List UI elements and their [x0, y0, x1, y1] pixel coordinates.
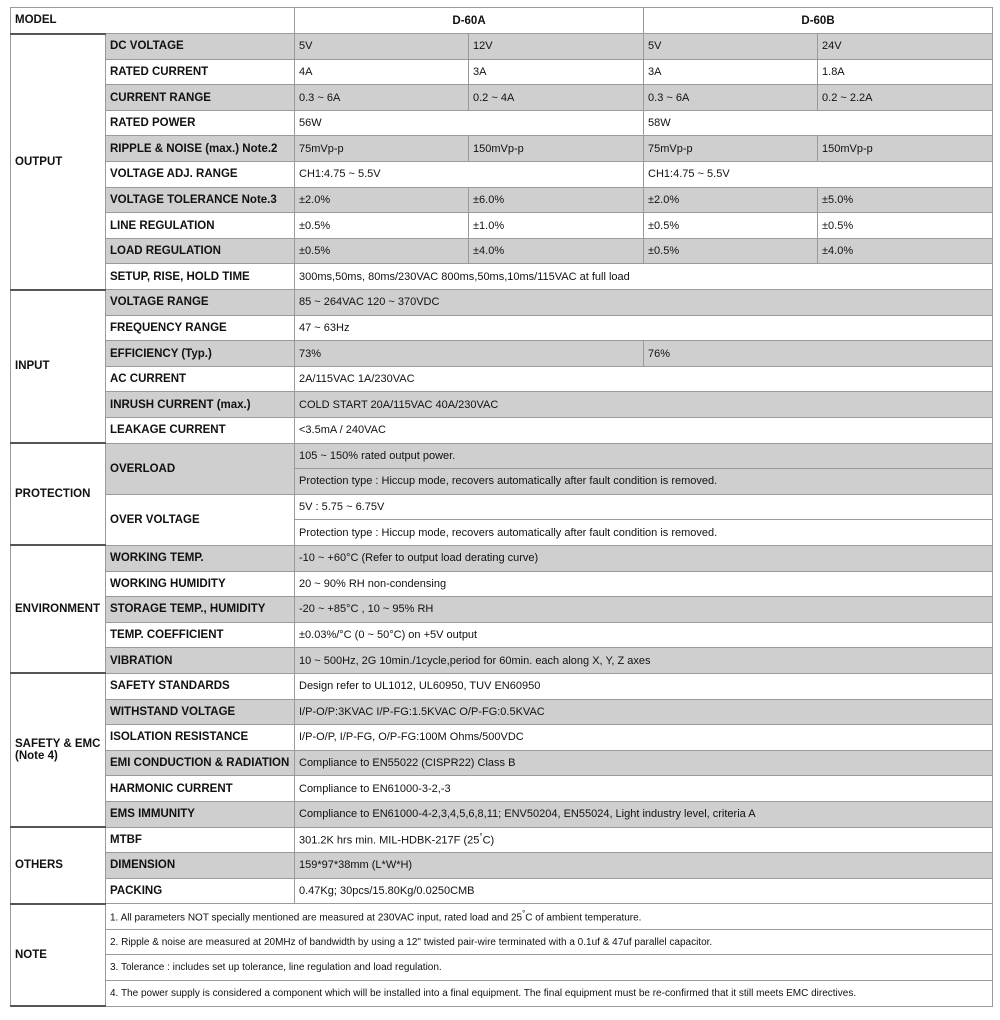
value-cell: Compliance to EN61000-3-2,-3	[295, 776, 993, 802]
value-cell: 56W	[295, 110, 644, 136]
spec-row	[11, 290, 993, 316]
param-label: SETUP, RISE, HOLD TIME	[106, 264, 295, 290]
value-cell: 5V	[295, 34, 469, 60]
value-cell: ±0.5%	[644, 238, 818, 264]
model-d60b: D-60B	[644, 8, 993, 34]
param-label: VOLTAGE ADJ. RANGE	[106, 162, 295, 188]
note-row	[11, 981, 993, 1007]
spec-row	[11, 110, 993, 136]
value-cell: 2A/115VAC 1A/230VAC	[295, 366, 993, 392]
value-cell: 1.8A	[818, 59, 993, 85]
value-cell: ±0.03%/°C (0 ~ 50°C) on +5V output	[295, 622, 993, 648]
spec-row	[11, 776, 993, 802]
param-label: RATED CURRENT	[106, 59, 295, 85]
value-cell: ±1.0%	[469, 213, 644, 239]
spec-row	[11, 801, 993, 827]
category-protection: PROTECTION	[11, 443, 106, 545]
model-d60a: D-60A	[295, 8, 644, 34]
spec-row	[11, 264, 993, 290]
param-label: VOLTAGE TOLERANCE Note.3	[106, 187, 295, 213]
note-row	[11, 955, 993, 981]
value-cell: ±0.5%	[644, 213, 818, 239]
spec-row	[11, 750, 993, 776]
value-cell: 150mVp-p	[818, 136, 993, 162]
spec-row	[11, 136, 993, 162]
spec-row	[11, 597, 993, 623]
value-cell: I/P-O/P:3KVAC I/P-FG:1.5KVAC O/P-FG:0.5KVAC	[295, 699, 993, 725]
param-label: MTBF	[106, 827, 295, 853]
spec-row	[11, 59, 993, 85]
value-cell: ±5.0%	[818, 187, 993, 213]
param-label: HARMONIC CURRENT	[106, 776, 295, 802]
param-label: INRUSH CURRENT (max.)	[106, 392, 295, 418]
param-label: DC VOLTAGE	[106, 34, 295, 60]
param-label: VOLTAGE RANGE	[106, 290, 295, 316]
spec-row	[11, 699, 993, 725]
value-cell: 4A	[295, 59, 469, 85]
spec-row	[11, 392, 993, 418]
value-cell: 0.2 ~ 2.2A	[818, 85, 993, 111]
spec-row	[11, 648, 993, 674]
param-label: STORAGE TEMP., HUMIDITY	[106, 597, 295, 623]
param-label: CURRENT RANGE	[106, 85, 295, 111]
value-cell: 0.3 ~ 6A	[644, 85, 818, 111]
category-note: (Note 4)	[15, 750, 58, 763]
value-cell: 75mVp-p	[644, 136, 818, 162]
value-cell: <3.5mA / 240VAC	[295, 418, 993, 444]
value-cell: Compliance to EN55022 (CISPR22) Class B	[295, 750, 993, 776]
value-cell: 159*97*38mm (L*W*H)	[295, 853, 993, 879]
degree-mark: °	[522, 909, 526, 919]
value-cell: 75mVp-p	[295, 136, 469, 162]
value-cell: 47 ~ 63Hz	[295, 315, 993, 341]
mtbf-text: 301.2K hrs min. MIL-HDBK-217F (25	[299, 835, 480, 848]
param-label: OVER VOLTAGE	[106, 494, 295, 545]
spec-row	[11, 494, 993, 520]
spec-row	[11, 34, 993, 60]
value-cell: 76%	[644, 341, 993, 367]
value-cell: ±4.0%	[469, 238, 644, 264]
spec-row	[11, 315, 993, 341]
spec-row	[11, 418, 993, 444]
param-label: EMS IMMUNITY	[106, 801, 295, 827]
param-label: TEMP. COEFFICIENT	[106, 622, 295, 648]
note-row	[11, 929, 993, 955]
value-cell: ±0.5%	[295, 238, 469, 264]
value-cell: 0.2 ~ 4A	[469, 85, 644, 111]
value-cell: ±2.0%	[295, 187, 469, 213]
category-note: NOTE	[11, 904, 106, 1006]
category-input: INPUT	[11, 290, 106, 444]
value-cell: ±6.0%	[469, 187, 644, 213]
value-cell: Compliance to EN61000-4-2,3,4,5,6,8,11; ENV50204, EN55024, Light industry level, criteria A	[295, 801, 993, 827]
value-cell: Protection type : Hiccup mode, recovers automatically after fault condition is removed.	[295, 469, 993, 495]
param-label: EFFICIENCY (Typ.)	[106, 341, 295, 367]
param-label: WORKING HUMIDITY	[106, 571, 295, 597]
value-cell: I/P-O/P, I/P-FG, O/P-FG:100M Ohms/500VDC	[295, 725, 993, 751]
spec-table	[10, 7, 993, 1007]
spec-row	[11, 341, 993, 367]
param-label: RATED POWER	[106, 110, 295, 136]
param-label: PACKING	[106, 878, 295, 904]
value-cell: 150mVp-p	[469, 136, 644, 162]
spec-row	[11, 571, 993, 597]
value-cell: 24V	[818, 34, 993, 60]
spec-row	[11, 443, 993, 469]
value-cell: CH1:4.75 ~ 5.5V	[295, 162, 644, 188]
spec-row	[11, 853, 993, 879]
spec-row	[11, 545, 993, 571]
value-cell: 10 ~ 500Hz, 2G 10min./1cycle,period for 60min. each along X, Y, Z axes	[295, 648, 993, 674]
note-1-text: 1. All parameters NOT specially mentioned are measured at 230VAC input, rated load and 25	[110, 912, 523, 924]
value-cell: CH1:4.75 ~ 5.5V	[644, 162, 993, 188]
value-cell: 12V	[469, 34, 644, 60]
spec-row	[11, 162, 993, 188]
category-others: OTHERS	[11, 827, 106, 904]
param-label: SAFETY STANDARDS	[106, 673, 295, 699]
value-cell: -20 ~ +85°C , 10 ~ 95% RH	[295, 597, 993, 623]
param-label: OVERLOAD	[106, 443, 295, 494]
param-label: EMI CONDUCTION & RADIATION	[106, 750, 295, 776]
value-cell: 20 ~ 90% RH non-condensing	[295, 571, 993, 597]
value-cell: 73%	[295, 341, 644, 367]
degree-mark: °	[479, 832, 483, 842]
param-label: DIMENSION	[106, 853, 295, 879]
value-cell: 58W	[644, 110, 993, 136]
param-label: LINE REGULATION	[106, 213, 295, 239]
spec-row	[11, 827, 993, 853]
spec-row	[11, 622, 993, 648]
category-environment: ENVIRONMENT	[11, 545, 106, 673]
value-cell: ±2.0%	[644, 187, 818, 213]
param-label: WORKING TEMP.	[106, 545, 295, 571]
spec-row	[11, 85, 993, 111]
header-row	[11, 8, 993, 34]
value-cell: 5V	[644, 34, 818, 60]
value-cell: 300ms,50ms, 80ms/230VAC 800ms,50ms,10ms/115VAC at full load	[295, 264, 993, 290]
value-cell: Design refer to UL1012, UL60950, TUV EN60950	[295, 673, 993, 699]
value-cell: Protection type : Hiccup mode, recovers automatically after fault condition is removed.	[295, 520, 993, 546]
value-cell: -10 ~ +60°C (Refer to output load derating curve)	[295, 545, 993, 571]
param-label: LOAD REGULATION	[106, 238, 295, 264]
mtbf-text-end: C)	[482, 835, 495, 848]
spec-row	[11, 366, 993, 392]
value-cell: 3A	[469, 59, 644, 85]
param-label: ISOLATION RESISTANCE	[106, 725, 295, 751]
value-cell: ±0.5%	[818, 213, 993, 239]
param-label: FREQUENCY RANGE	[106, 315, 295, 341]
value-cell: 5V : 5.75 ~ 6.75V	[295, 494, 993, 520]
spec-row	[11, 187, 993, 213]
value-cell: COLD START 20A/115VAC 40A/230VAC	[295, 392, 993, 418]
note-3: 3. Tolerance : includes set up tolerance, line regulation and load regulation.	[106, 955, 993, 981]
param-label: LEAKAGE CURRENT	[106, 418, 295, 444]
category-label: SAFETY & EMC	[15, 738, 101, 751]
spec-row	[11, 213, 993, 239]
value-cell: ±0.5%	[295, 213, 469, 239]
spec-row	[11, 725, 993, 751]
value-cell: 0.3 ~ 6A	[295, 85, 469, 111]
param-label: AC CURRENT	[106, 366, 295, 392]
spec-row	[11, 238, 993, 264]
note-row	[11, 904, 993, 930]
spec-row	[11, 673, 993, 699]
spec-row	[11, 878, 993, 904]
note-2: 2. Ripple & noise are measured at 20MHz of bandwidth by using a 12" twisted pair-wire terminated with a 0.1uf & 47uf parallel capacitor.	[106, 929, 993, 955]
note-1-text-end: C of ambient temperature.	[525, 912, 642, 924]
value-cell: 0.47Kg; 30pcs/15.80Kg/0.0250CMB	[295, 878, 993, 904]
param-label: WITHSTAND VOLTAGE	[106, 699, 295, 725]
category-output: OUTPUT	[11, 34, 106, 290]
note-4: 4. The power supply is considered a component which will be installed into a final equipment. The final equipment must be re-confirmed that it still meets EMC directives.	[106, 981, 993, 1007]
category-safety-emc	[11, 673, 106, 827]
value-cell: 105 ~ 150% rated output power.	[295, 443, 993, 469]
note-1	[106, 904, 993, 930]
value-cell: 3A	[644, 59, 818, 85]
value-cell: ±4.0%	[818, 238, 993, 264]
param-label: VIBRATION	[106, 648, 295, 674]
value-cell	[295, 827, 993, 853]
param-label: RIPPLE & NOISE (max.) Note.2	[106, 136, 295, 162]
value-cell: 85 ~ 264VAC 120 ~ 370VDC	[295, 290, 993, 316]
model-label: MODEL	[11, 8, 295, 34]
